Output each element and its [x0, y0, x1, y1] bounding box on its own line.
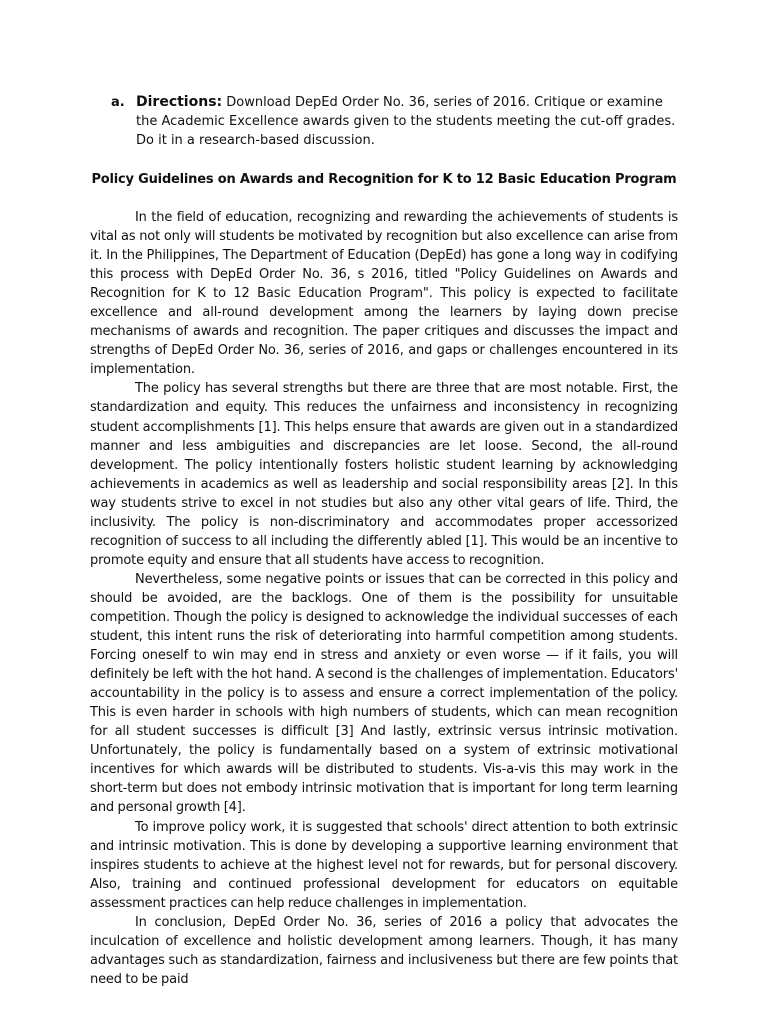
directions-block [111, 93, 676, 150]
list-marker: a. [111, 95, 125, 110]
essay-body [90, 208, 678, 989]
directions-text: Download DepEd Order No. 36, series of 2016. Critique or examine the Academic Excellence awards given to the students meeting the cut-off grades. Do it in a research-based discussion. [136, 95, 676, 148]
directions-label: Directions: [136, 94, 223, 110]
essay-title: Policy Guidelines on Awards and Recognition for K to 12 Basic Education Program [91, 172, 677, 187]
paragraph-weaknesses: Nevertheless, some negative points or issues that can be corrected in this policy and should be avoided, are the backlogs. One of them is the possibility for unsuitable competition. Though the policy is designed to acknowledge the individual successes of each student, this intent runs the risk of deteriorating into harmful competition among students. Forcing oneself to win may end in stress and anxiety or even worse — if it fails, you will definitely be left with the hot hand. A second is the challenges of implementation. Educators' accountability in the policy is to assess and ensure a correct implementation of the policy. This is even harder in schools with high numbers of students, which can mean recognition for all student successes is difficult [3] And lastly, extrinsic versus intrinsic motivation. Unfortunately, the policy is fundamentally based on a system of extrinsic motivational incentives for which awards will be distributed to students. Vis-a-vis this may work in the short-term but does not embody intrinsic motivation that is important for long term learning and personal growth [4]. [90, 571, 678, 816]
paragraph-strengths: The policy has several strengths but there are three that are most notable. First, the standardization and equity. This reduces the unfairness and inconsistency in recognizing student accomplishments [1]. This helps ensure that awards are given out in a standardized manner and less ambiguities and discrepancies are let loose. Second, the all-round development. The policy intentionally fosters holistic student learning by acknowledging achievements in academics as well as leadership and social responsibility areas [2]. In this way students strive to excel in not studies but also any other vital gears of life. Third, the inclusivity. The policy is non-discriminatory and accommodates proper accessorized recognition of success to all including the differently abled [1]. This would be an incentive to promote equity and ensure that all students have access to recognition. [90, 381, 678, 568]
paragraph-recommendations: To improve policy work, it is suggested that schools' direct attention to both extrinsic and intrinsic motivation. This is done by developing a supportive learning environment that inspires students to achieve at the highest level not for rewards, but for personal discovery. Also, training and continued professional development for educators on equitable assessment practices can help reduce challenges in implementation. [90, 819, 678, 911]
directions-body [136, 93, 676, 150]
paragraph-conclusion: In conclusion, DepEd Order No. 36, series of 2016 a policy that advocates the inculcation of excellence and holistic development among learners. Though, it has many advantages such as standardization, fairness and inclusiveness but there are few points that need to be paid [90, 914, 678, 987]
paragraph-introduction: In the field of education, recognizing and rewarding the achievements of students is vital as not only will students be motivated by recognition but also excellence can arise from it. In the Philippines, The Department of Education (DepEd) has gone a long way in codifying this process with DepEd Order No. 36, s 2016, titled "Policy Guidelines on Awards and Recognition for K to 12 Basic Education Program". This policy is expected to facilitate excellence and all-round development among the learners by laying down precise mechanisms of awards and recognition. The paper critiques and discusses the impact and strengths of DepEd Order No. 36, series of 2016, and gaps or challenges encountered in its implementation. [90, 210, 678, 378]
